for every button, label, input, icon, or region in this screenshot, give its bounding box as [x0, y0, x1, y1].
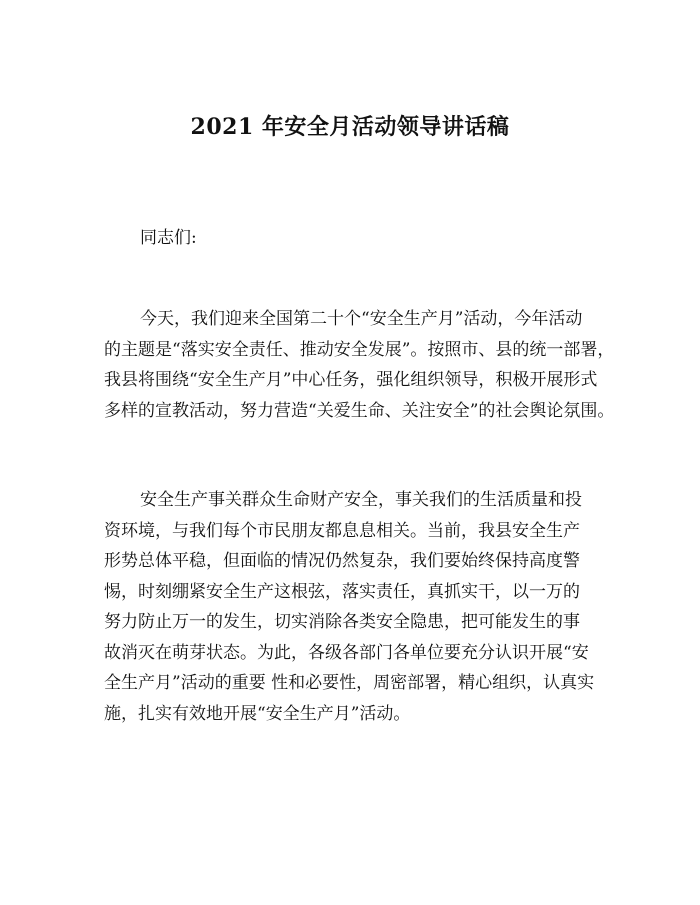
paragraph-line: 资环境，与我们每个市民朋友都息息相关。当前，我县安全生产 — [104, 520, 580, 541]
paragraph-line: 今天，我们迎来全国第二十个“安全生产月”活动，今年活动 — [140, 309, 583, 329]
paragraph-line: 全生产月”活动的重要 性和必要性，周密部署，精心组织，认真实 — [104, 673, 595, 693]
paragraph-2 — [104, 485, 624, 729]
paragraph-line: 我县将围绕“安全生产月”中心任务，强化组织领导，积极开展形式 — [104, 370, 598, 390]
salutation: 同志们: — [140, 228, 197, 248]
paragraph-1 — [104, 304, 624, 426]
document-title: 2021 年安全月活动领导讲话稿 — [190, 114, 510, 140]
paragraph-line: 惕，时刻绷紧安全生产这根弦，落实责任，真抓实干，以一万的 — [104, 581, 580, 602]
paragraph-line: 施，扎实有效地开展“安全生产月”活动。 — [104, 703, 411, 724]
paragraph-line: 努力防止万一的发生，切实消除各类安全隐患，把可能发生的事 — [104, 612, 580, 632]
paragraph-line: 故消灭在萌芽状态。为此，各级各部门各单位要充分认识开展“安 — [104, 642, 589, 663]
paragraph-line: 多样的宣教活动，努力营造“关爱生命、关注安全”的社会舆论氛围。 — [104, 400, 615, 421]
paragraph-line: 形势总体平稳，但面临的情况仍然复杂，我们要始终保持高度警 — [104, 551, 580, 571]
paragraph-line: 安全生产事关群众生命财产安全，事关我们的生活质量和投 — [140, 490, 582, 510]
paragraph-line: 的主题是“落实安全责任、推动安全发展”。按照市、县的统一部署， — [104, 339, 615, 360]
